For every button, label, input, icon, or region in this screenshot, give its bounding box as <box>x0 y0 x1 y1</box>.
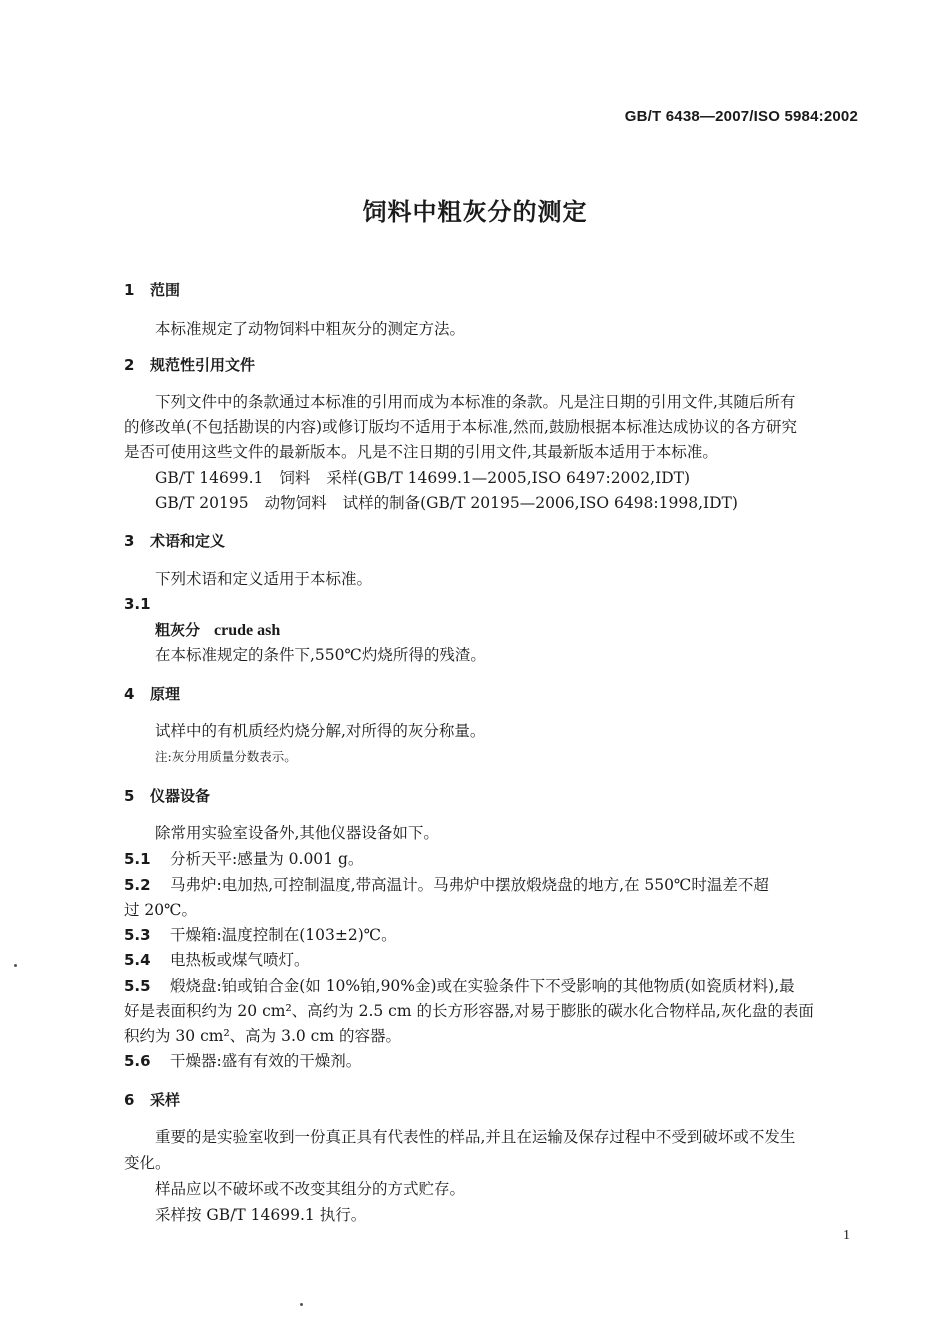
item-5-4 <box>124 948 310 970</box>
ref-code: GB/T 20195 <box>155 494 249 512</box>
paragraph: 采样按 GB/T 14699.1 执行。 <box>155 1206 367 1224</box>
scan-speck <box>14 964 17 967</box>
item-number: 5.6 <box>124 1052 151 1070</box>
paragraph: 除常用实验室设备外,其他仪器设备如下。 <box>155 824 439 842</box>
section-5-heading <box>124 785 210 806</box>
page-number: 1 <box>843 1228 850 1243</box>
section-2-heading <box>124 354 255 375</box>
section-number: 1 <box>124 281 135 299</box>
item-text: 电热板或煤气喷灯。 <box>170 951 310 969</box>
section-number: 6 <box>124 1091 135 1109</box>
item-number: 5.2 <box>124 876 151 894</box>
paragraph: 样品应以不破坏或不改变其组分的方式贮存。 <box>155 1180 466 1198</box>
ref-desc: 试样的制备(GB/T 20195—2006,ISO 6498:1998,IDT) <box>342 494 738 512</box>
section-title: 规范性引用文件 <box>150 356 256 374</box>
item-number: 5.4 <box>124 951 151 969</box>
paragraph: 本标准规定了动物饲料中粗灰分的测定方法。 <box>155 320 466 338</box>
scan-speck <box>300 1303 303 1306</box>
item-text: 马弗炉:电加热,可控制温度,带高温计。马弗炉中摆放煅烧盘的地方,在 550℃时温差不超 <box>170 876 769 894</box>
section-number: 4 <box>124 685 135 703</box>
item-5-3 <box>124 923 397 945</box>
section-number: 5 <box>124 787 135 805</box>
ref-name: 动物饲料 <box>264 494 327 512</box>
item-5-6 <box>124 1049 361 1071</box>
page-title: 饲料中粗灰分的测定 <box>362 198 588 226</box>
section-3-heading <box>124 530 225 551</box>
paragraph-line: 是否可使用这些文件的最新版本。凡是不注日期的引用文件,其最新版本适用于本标准。 <box>124 443 718 461</box>
item-text: 干燥箱:温度控制在(103±2)℃。 <box>170 926 397 944</box>
section-title: 仪器设备 <box>150 787 211 805</box>
item-5-2-continuation: 过 20℃。 <box>124 901 197 919</box>
item-5-5-continuation: 积约为 30 cm²、高为 3.0 cm 的容器。 <box>124 1027 401 1045</box>
section-title: 采样 <box>150 1091 181 1109</box>
section-title: 术语和定义 <box>150 532 226 550</box>
paragraph: 下列术语和定义适用于本标准。 <box>155 570 373 588</box>
item-5-2 <box>124 873 769 895</box>
section-6-heading <box>124 1089 180 1110</box>
section-1-heading <box>124 279 180 300</box>
item-5-1 <box>124 847 363 869</box>
ref-code: GB/T 14699.1 <box>155 469 264 487</box>
paragraph-line: 下列文件中的条款通过本标准的引用而成为本标准的条款。凡是注日期的引用文件,其随后所有 <box>155 393 796 411</box>
reference-1 <box>155 466 690 488</box>
item-number: 5.3 <box>124 926 151 944</box>
standard-code: GB/T 6438—2007/ISO 5984:2002 <box>624 108 858 125</box>
section-number: 2 <box>124 356 135 374</box>
note: 注:灰分用质量分数表示。 <box>155 749 297 764</box>
subclause-number: 3.1 <box>124 595 151 613</box>
item-number: 5.1 <box>124 850 151 868</box>
paragraph-line: 重要的是实验室收到一份真正具有代表性的样品,并且在运输及保存过程中不受到破坏或不发生 <box>155 1128 796 1146</box>
ref-name: 饲料 <box>279 469 311 487</box>
term-english: crude ash <box>214 622 281 639</box>
section-number: 3 <box>124 532 135 550</box>
item-text: 煅烧盘:铂或铂合金(如 10%铂,90%金)或在实验条件下不受影响的其他物质(如瓷质材料),最 <box>170 977 795 995</box>
item-text: 干燥器:盛有有效的干燥剂。 <box>170 1052 362 1070</box>
section-4-heading <box>124 683 180 704</box>
item-number: 5.5 <box>124 977 151 995</box>
paragraph: 试样中的有机质经灼烧分解,对所得的灰分称量。 <box>155 722 486 740</box>
section-title: 原理 <box>150 685 181 703</box>
paragraph-line: 的修改单(不包括勘误的内容)或修订版均不适用于本标准,然而,鼓励根据本标准达成协议的各方研究 <box>124 418 797 436</box>
item-text: 分析天平:感量为 0.001 g。 <box>170 850 364 868</box>
section-title: 范围 <box>150 281 181 299</box>
item-5-5-continuation: 好是表面积约为 20 cm²、高约为 2.5 cm 的长方形容器,对易于膨胀的碳水化合物样品,灰化盘的表面 <box>124 1002 814 1020</box>
paragraph-line: 变化。 <box>124 1154 171 1172</box>
term-definition: 在本标准规定的条件下,550℃灼烧所得的残渣。 <box>155 646 486 664</box>
reference-2 <box>155 491 738 513</box>
term-entry <box>155 619 280 640</box>
item-5-5 <box>124 974 795 996</box>
ref-desc: 采样(GB/T 14699.1—2005,ISO 6497:2002,IDT) <box>326 469 691 487</box>
term-chinese: 粗灰分 <box>155 621 201 639</box>
